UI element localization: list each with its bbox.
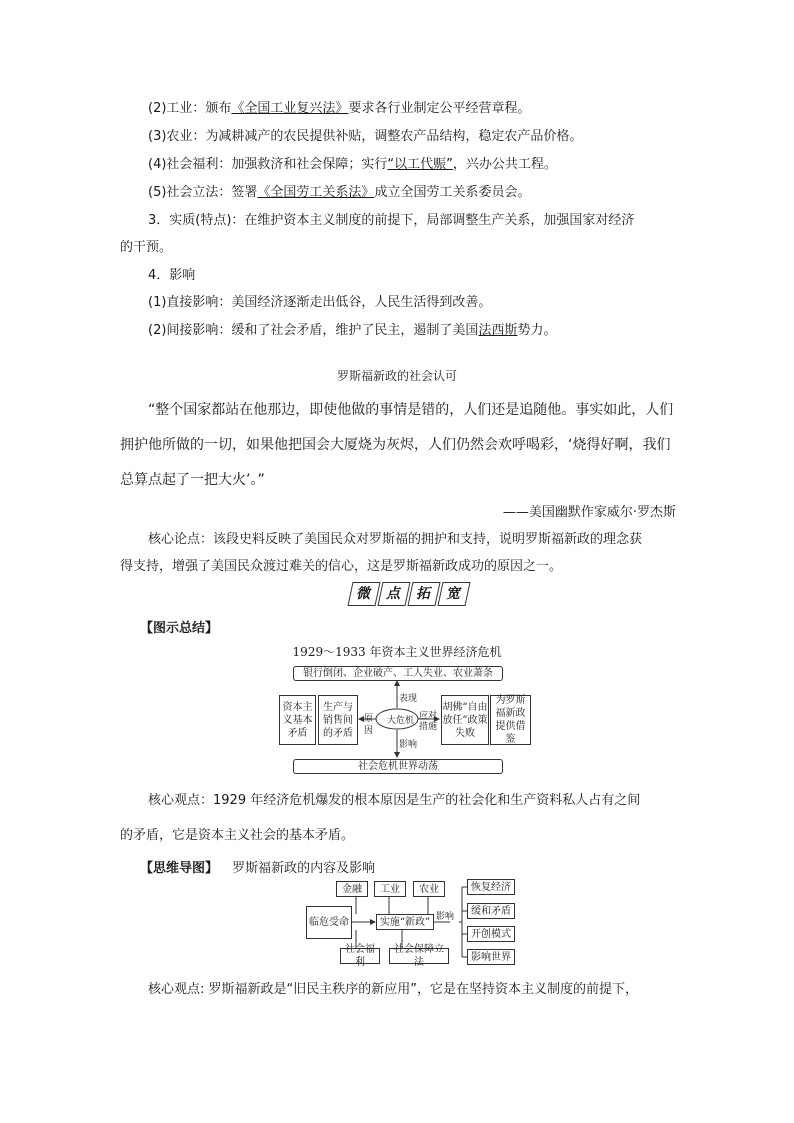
law-link: 《全国劳工关系法》 (257, 185, 375, 200)
cause-box: 生产与销售间的矛盾 (318, 695, 358, 745)
quote-line: 拥护他所做的一切，如果他把国会大厦烧为灰烬，人们仍然会欢呼喝彩，‘烧得好啊，我们 (120, 437, 671, 453)
quote-source: ——美国幽默作家威尔·罗杰斯 (502, 505, 676, 520)
banner-char: 微 (347, 582, 380, 606)
diagram-title: 罗斯福新政的内容及影响 (232, 861, 376, 876)
essence-line-1: 3．实质(特点)：在维护资本主义制度的前提下，局部调整生产关系，加强国家对经济 (148, 213, 635, 228)
core-point: 的矛盾，它是资本主义社会的基本矛盾。 (120, 828, 355, 843)
crisis-manifestation-box: 银行倒闭、企业破产、工人失业、农业萧条 (293, 666, 503, 681)
core-point: 核心观点：1929 年经济危机爆发的根本原因是生产的社会化和生产资料私人占有之间 (148, 793, 641, 808)
impact-heading: 4．影响 (148, 268, 196, 283)
content-box-finance: 金融 (336, 881, 368, 897)
arrow-label: 应对措施 (419, 711, 438, 732)
central-box: 实施“新政” (376, 914, 434, 930)
essence-line-2: 的干预。 (120, 240, 173, 255)
measure-agriculture: (3)农业：为减耕减产的农民提供补贴，调整农产品结构，稳定农产品价格。 (148, 129, 583, 144)
measure-text: (2)工业：颁布 (148, 101, 232, 116)
section-label (140, 857, 375, 876)
response-box: 胡佛“自由放任”政策失败 (441, 695, 489, 745)
core-point: 核心论点：该段史料反映了美国民众对罗斯福的拥护和支持，说明罗斯福新政的理念获 (148, 532, 643, 547)
response-box: 为罗斯福新政提供借鉴 (490, 695, 531, 745)
content-box-legislation: 社会保障立法 (389, 948, 449, 964)
core-point: 核心观点: 罗斯福新政是“旧民主秩序的新应用”，它是在坚持资本主义制度的前提下， (148, 982, 638, 997)
impact-box: 开创模式 (467, 926, 515, 942)
term: 法西斯 (478, 323, 518, 338)
measure-text: ，兴办公共工程。 (452, 157, 557, 172)
impact-box: 恢复经济 (467, 879, 515, 895)
impact-label: 影响 (436, 912, 455, 922)
banner-char: 点 (377, 582, 410, 606)
section-title: 罗斯福新政的社会认可 (336, 369, 457, 383)
banner-char: 拓 (407, 582, 440, 606)
impact-box: 影响世界 (467, 949, 515, 965)
crisis-impact-box: 社会危机世界动荡 (293, 759, 503, 774)
section-label: 【图示总结】 (140, 621, 219, 636)
measure-text: 要求各行业制定公平经营章程。 (348, 101, 531, 116)
impact-box: 缓和矛盾 (467, 903, 515, 919)
measure-text: (4)社会福利：加强救济和社会保障；实行 (148, 157, 388, 172)
content-box-agriculture: 农业 (413, 881, 445, 897)
origin-box: 临危受命 (306, 906, 352, 939)
diagram-title: 1929～1933 年资本主义世界经济危机 (292, 645, 502, 659)
measure-text: 成立全国劳工关系委员会。 (374, 185, 531, 200)
impact-text: (2)间接影响：缓和了社会矛盾，维护了民主，遏制了美国 (148, 323, 479, 338)
impact-direct: (1)直接影响：美国经济逐渐走出低谷，人民生活得到改善。 (148, 295, 492, 310)
cause-box: 资本主义基本矛盾 (279, 695, 316, 745)
term: “以工代赈” (387, 157, 453, 172)
section-label-text: 【思维导图】 (140, 861, 219, 876)
core-point: 得支持，增强了美国民众渡过难关的信心，这是罗斯福新政成功的原因之一。 (120, 559, 563, 574)
content-box-industry: 工业 (374, 881, 406, 897)
content-box-welfare: 社会福利 (340, 948, 380, 964)
arrow-label: 表现 (399, 694, 418, 704)
impact-text: 势力。 (517, 323, 557, 338)
quote-line: 总算点起了一把大火’。” (120, 472, 265, 488)
arrow-label: 原因 (364, 714, 374, 736)
banner-char: 宽 (437, 582, 470, 606)
law-link: 《全国工业复兴法》 (231, 101, 349, 116)
center-label: 大危机 (387, 716, 415, 726)
measure-text: (5)社会立法：签署 (148, 185, 258, 200)
arrow-label: 影响 (399, 740, 418, 750)
quote-line: “整个国家都站在他那边，即使他做的事情是错的，人们还是追随他。事实如此，人们 (148, 402, 674, 418)
